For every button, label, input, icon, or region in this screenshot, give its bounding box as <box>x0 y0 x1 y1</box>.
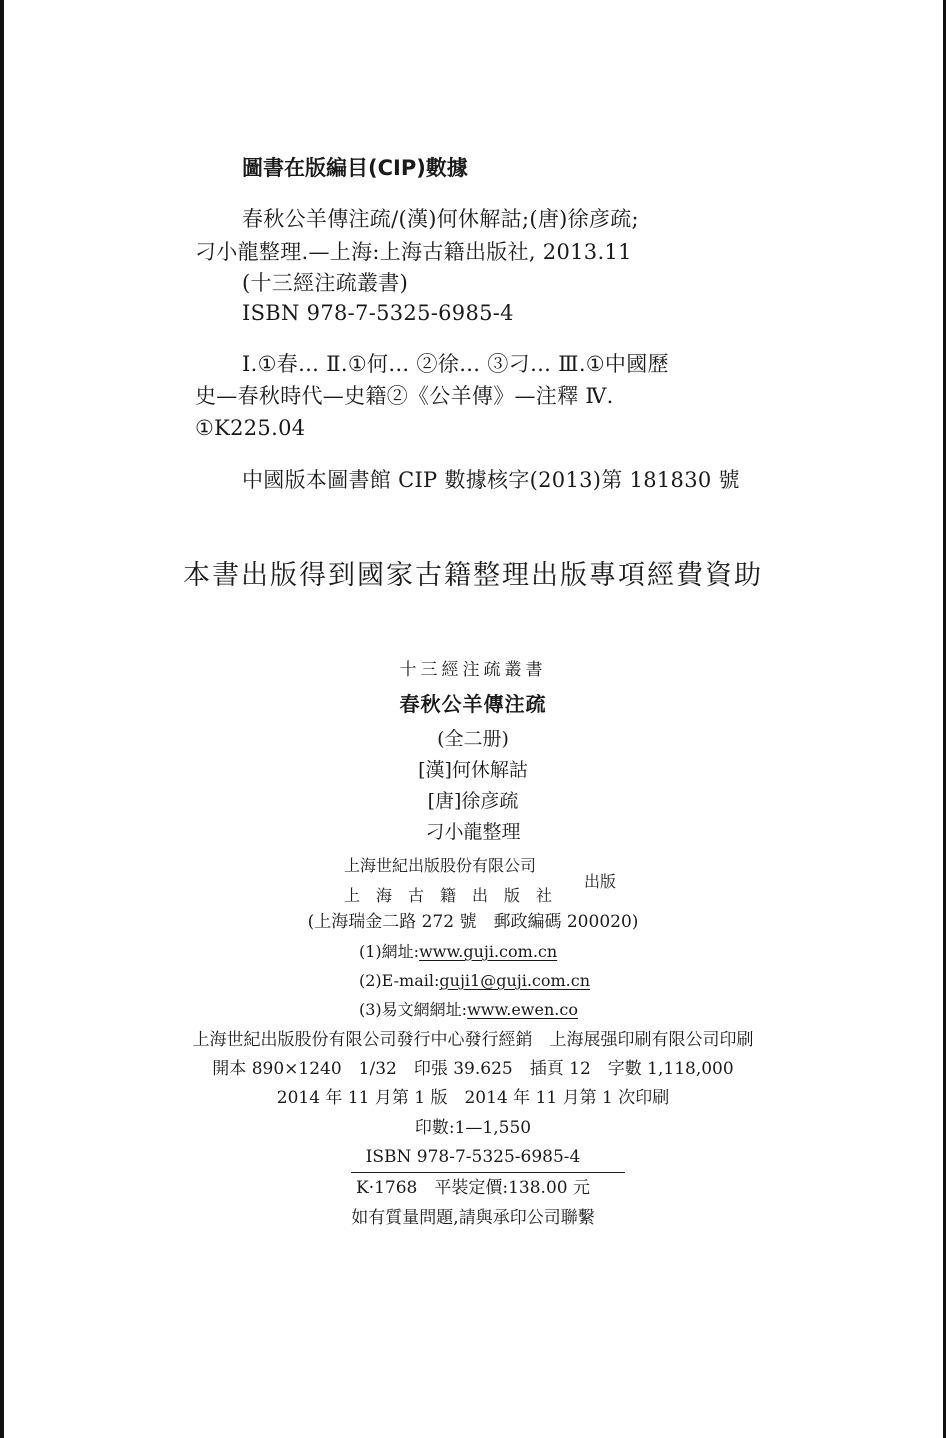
edition-info: 2014 年 11 月第 1 版 2014 年 11 月第 1 次印刷 <box>276 1088 670 1108</box>
cip-subject-1: Ⅰ.①春… Ⅱ.①何… ②徐… ③刁… Ⅲ.①中國歷 <box>242 352 669 376</box>
publisher-address: (上海瑞金二路 272 號 郵政編碼 200020) <box>307 912 639 932</box>
distribution-printing: 上海世紀出版股份有限公司發行中心發行經銷 上海展强印刷有限公司印刷 <box>192 1030 754 1050</box>
cip-line-3: (十三經注疏叢書) <box>242 271 409 295</box>
isbn-rule <box>351 1172 625 1173</box>
cip-title: 圖書在版編目(CIP)數據 <box>242 156 468 180</box>
ewen-link[interactable]: www.ewen.co <box>467 1000 578 1019</box>
website-link[interactable]: www.guji.com.cn <box>419 942 558 961</box>
author-commentator: [唐]徐彦疏 <box>427 790 519 812</box>
publisher-group: 上海世紀出版股份有限公司 <box>344 856 537 875</box>
price-info: K·1768 平裝定價:138.00 元 <box>356 1178 590 1198</box>
series-name: 十三經注疏叢書 <box>399 660 547 680</box>
format-specs: 開本 890×1240 1/32 印張 39.625 插頁 12 字數 1,118,000 <box>212 1059 734 1079</box>
email-line <box>359 973 590 989</box>
editor: 刁小龍整理 <box>425 821 521 843</box>
ewen-label: (3)易文網網址: <box>359 1000 468 1019</box>
publisher-house: 上海古籍出版社 <box>344 886 569 905</box>
quality-notice: 如有質量問題,請與承印公司聯繫 <box>351 1208 595 1228</box>
email-link[interactable]: guji1@guji.com.cn <box>439 971 591 990</box>
cip-line-2: 刁小龍整理.—上海:上海古籍出版社, 2013.11 <box>195 240 632 264</box>
website-line <box>359 944 557 960</box>
volume-count: (全二册) <box>437 728 509 750</box>
cip-isbn: ISBN 978-7-5325-6985-4 <box>242 301 514 325</box>
print-run: 印數:1—1,550 <box>414 1118 532 1138</box>
publisher-block <box>339 853 639 909</box>
book-title: 春秋公羊傳注疏 <box>399 692 547 716</box>
cip-line-1: 春秋公羊傳注疏/(漢)何休解詁;(唐)徐彦疏; <box>242 207 639 231</box>
cip-approval-number: 中國版本圖書館 CIP 數據核字(2013)第 181830 號 <box>242 468 740 492</box>
colophon-isbn: ISBN 978-7-5325-6985-4 <box>365 1147 581 1167</box>
cip-subject-2: 史—春秋時代—史籍②《公羊傳》—注釋 Ⅳ. <box>195 384 614 408</box>
website-label: (1)網址: <box>359 942 420 961</box>
author-annotator: [漢]何休解詁 <box>418 759 528 781</box>
publisher-suffix: 出版 <box>584 872 617 891</box>
cip-subject-3: ①K225.04 <box>195 416 306 440</box>
email-label: (2)E-mail: <box>359 971 440 990</box>
ewen-line <box>359 1002 578 1018</box>
subsidy-statement: 本書出版得到國家古籍整理出版專項經費資助 <box>183 560 763 591</box>
